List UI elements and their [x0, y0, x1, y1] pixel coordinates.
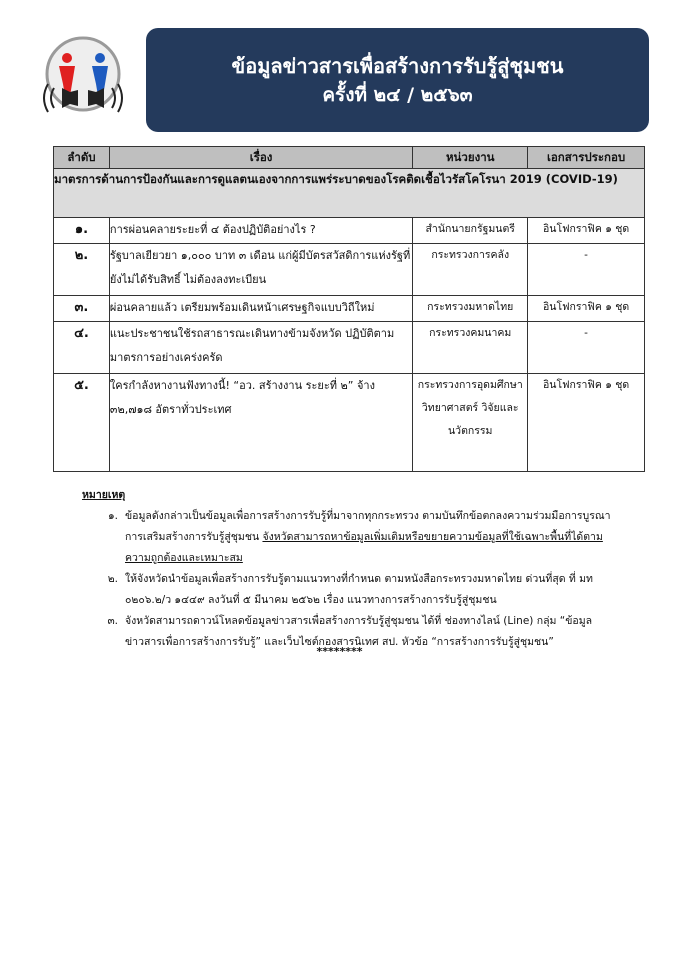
row-topic: รัฐบาลเยียวยา ๑,๐๐๐ บาท ๓ เดือน แก่ผู้มีบัตรสวัสดิการแห่งรัฐที่ยังไม่ได้รับสิทธิ์ ไม่ต้องลงทะเบียน	[109, 244, 412, 296]
note-item	[84, 506, 627, 569]
category-title: มาตรการด้านการป้องกันและการดูแลตนเองจากการแพร่ระบาดของโรคติดเชื้อไวรัสโคโรนา 2019 (COVID-19)	[54, 169, 645, 218]
row-number: ๔.	[54, 322, 110, 374]
table-row	[54, 218, 645, 244]
note-underlined-text: จังหวัดสามารถหาข้อมูลเพิ่มเติมหรือขยายความข้อมูลที่ใช้เฉพาะพื้นที่ได้ตามความถูกต้องและเหมาะสม	[125, 531, 603, 564]
row-agency: สำนักนายกรัฐมนตรี	[413, 218, 528, 244]
note-number: ๑.	[107, 510, 118, 522]
table-row	[54, 322, 645, 374]
row-agency: กระทรวงมหาดไทย	[413, 296, 528, 322]
notes-section	[82, 485, 627, 653]
note-text: จังหวัดสามารถดาวน์โหลดข้อมูลข่าวสารเพื่อสร้างการรับรู้สู่ชุมชน ได้ที่ ช่องทางไลน์ (Line) กลุ่ม “ข้อมูลข่าวสารเพื่อการสร้างการรับรู้” และเว็บไซต์กองสารนิเทศ สป. หัวข้อ “การสร้างการรับรู้สู่ชุมชน”	[125, 615, 593, 648]
end-mark: ********	[316, 645, 363, 658]
row-document: อินโฟกราฟิค ๑ ชุด	[528, 218, 645, 244]
category-row	[54, 169, 645, 218]
row-agency: กระทรวงการคลัง	[413, 244, 528, 296]
col-header-document: เอกสารประกอบ	[528, 147, 645, 169]
title-banner	[146, 28, 649, 132]
row-number: ๑.	[54, 218, 110, 244]
note-number: ๒.	[107, 573, 118, 585]
row-agency: กระทรวงการอุดมศึกษา วิทยาศาสตร์ วิจัยและนวัตกรรม	[413, 374, 528, 472]
col-header-no: ลำดับ	[54, 147, 110, 169]
note-item	[84, 569, 627, 611]
row-number: ๕.	[54, 374, 110, 472]
community-megaphone-logo-icon	[32, 34, 134, 122]
row-document: -	[528, 244, 645, 296]
col-header-topic: เรื่อง	[109, 147, 412, 169]
table-row	[54, 244, 645, 296]
news-table	[53, 146, 645, 472]
row-topic: แนะประชาชนใช้รถสาธารณะเดินทางข้ามจังหวัด ปฏิบัติตามมาตรการอย่างเคร่งครัด	[109, 322, 412, 374]
note-text-part: ข้อมูลดังกล่าวเป็นข้อมูลเพื่อการสร้างการรับรู้ที่มาจากทุกกระทรวง ตามบันทึกข้อตกลงความร่วมมือการบูรณาการเสริมสร้างการรับรู้สู่ชุมชน	[125, 510, 611, 543]
row-number: ๒.	[54, 244, 110, 296]
note-text	[125, 506, 627, 569]
notes-heading: หมายเหตุ	[82, 489, 126, 501]
row-topic: ผ่อนคลายแล้ว เตรียมพร้อมเดินหน้าเศรษฐกิจแบบวิถีใหม่	[109, 296, 412, 322]
organization-logo	[32, 34, 134, 122]
col-header-agency: หน่วยงาน	[413, 147, 528, 169]
table-row	[54, 374, 645, 472]
row-topic: การผ่อนคลายระยะที่ ๔ ต้องปฏิบัติอย่างไร ?	[109, 218, 412, 244]
note-text: ให้จังหวัดนำข้อมูลเพื่อสร้างการรับรู้ตามแนวทางที่กำหนด ตามหนังสือกระทรวงมหาดไทย ด่วนที่สุด ที่ มท ๐๒๐๖.๒/ว ๑๔๔๙ ลงวันที่ ๕ มีนาคม ๒๕๖๒ เรื่อง แนวทางการสร้างการรับรู้สู่ชุมชน	[125, 573, 593, 606]
row-number: ๓.	[54, 296, 110, 322]
issue-number: ครั้งที่ ๒๔ / ๒๕๖๓	[322, 84, 473, 106]
row-topic: ใครกำลังหางานฟังทางนี้! “อว. สร้างงาน ระยะที่ ๒” จ้าง ๓๒,๗๑๘ อัตราทั่วประเทศ	[109, 374, 412, 472]
page-title: ข้อมูลข่าวสารเพื่อสร้างการรับรู้สู่ชุมชน	[231, 54, 564, 78]
row-document: อินโฟกราฟิค ๑ ชุด	[528, 374, 645, 472]
row-document: -	[528, 322, 645, 374]
table-header-row	[54, 147, 645, 169]
row-agency: กระทรวงคมนาคม	[413, 322, 528, 374]
row-document: อินโฟกราฟิค ๑ ชุด	[528, 296, 645, 322]
note-number: ๓.	[107, 615, 118, 627]
table-row	[54, 296, 645, 322]
